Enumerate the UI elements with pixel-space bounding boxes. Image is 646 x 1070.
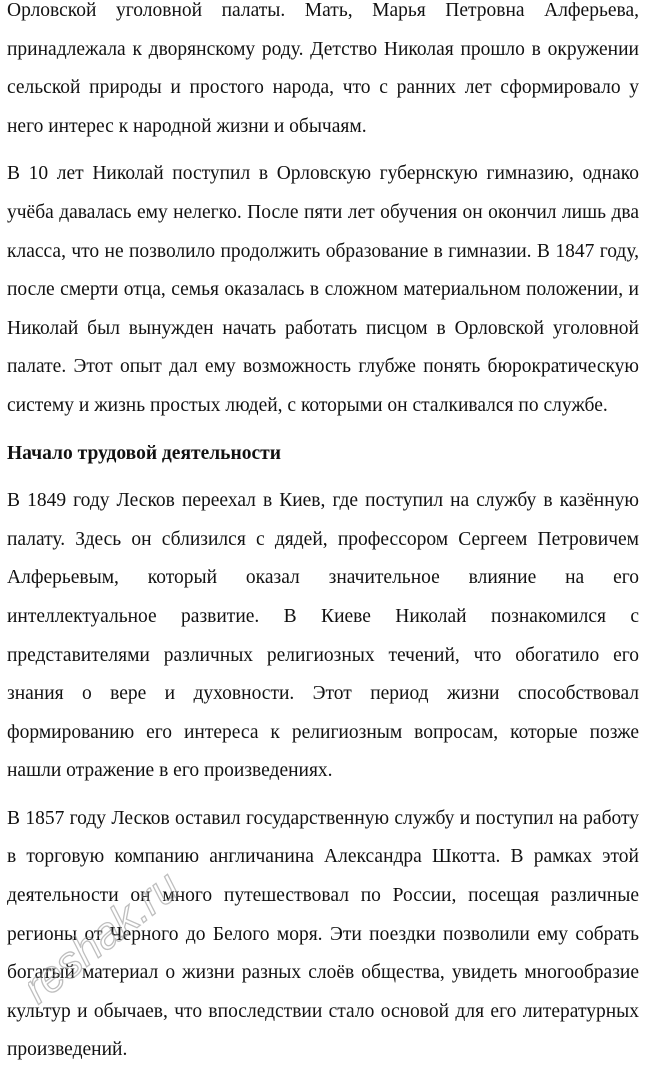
document-page [7, 0, 639, 1070]
svg-text:reshak.ru: reshak.ru [28, 870, 189, 1013]
section-heading: Начало трудовой деятельности [7, 442, 281, 464]
paragraph-4: В 1857 году Лесков оставил государственную службу и поступил на работу в торговую компанию англичанина Александра Шкотта. В рамках этой деятельности он много путешествовал по России, посещая различные регионы от Черного до Белого моря. Эти поездки позволили ему собрать богатый материал о жизни разных слоёв общества, увидеть многообразие культур и обычаев, что впоследствии стало основой для его литературных произведений. [7, 807, 639, 1061]
paragraph-2: В 10 лет Николай поступил в Орловскую губернскую гимназию, однако учёба давалась ему нелегко. После пяти лет обучения он окончил лишь два класса, что не позволило продолжить образование в гимназии. В 1847 году, после смерти отца, семья оказалась в сложном материальном положении, и Николай был вынужден начать работать писцом в Орловской уголовной палате. Этот опыт дал ему возможность глубже понять бюрократическую систему и жизнь простых людей, с которыми он сталкивался по службе. [7, 163, 639, 416]
paragraph-1: Орловской уголовной палаты. Мать, Марья Петровна Алферьева, принадлежала к дворянскому роду. Детство Николая прошло в окружении сельской природы и простого народа, что с ранних лет сформировало у него интерес к народной жизни и обычаям. [7, 0, 639, 137]
paragraph-3: В 1849 году Лесков переехал в Киев, где поступил на службу в казённую палату. Здесь он сблизился с дядей, профессором Сергеем Петровичем Алферьевым, который оказал значительное влияние на его интеллектуальное развитие. В Киеве Николай познакомился с представителями различных религиозных течений, что обогатило его знания о вере и духовности. Этот период жизни способствовал формированию его интереса к религиозным вопросам, которые позже нашли отражение в его произведениях. [7, 490, 639, 782]
